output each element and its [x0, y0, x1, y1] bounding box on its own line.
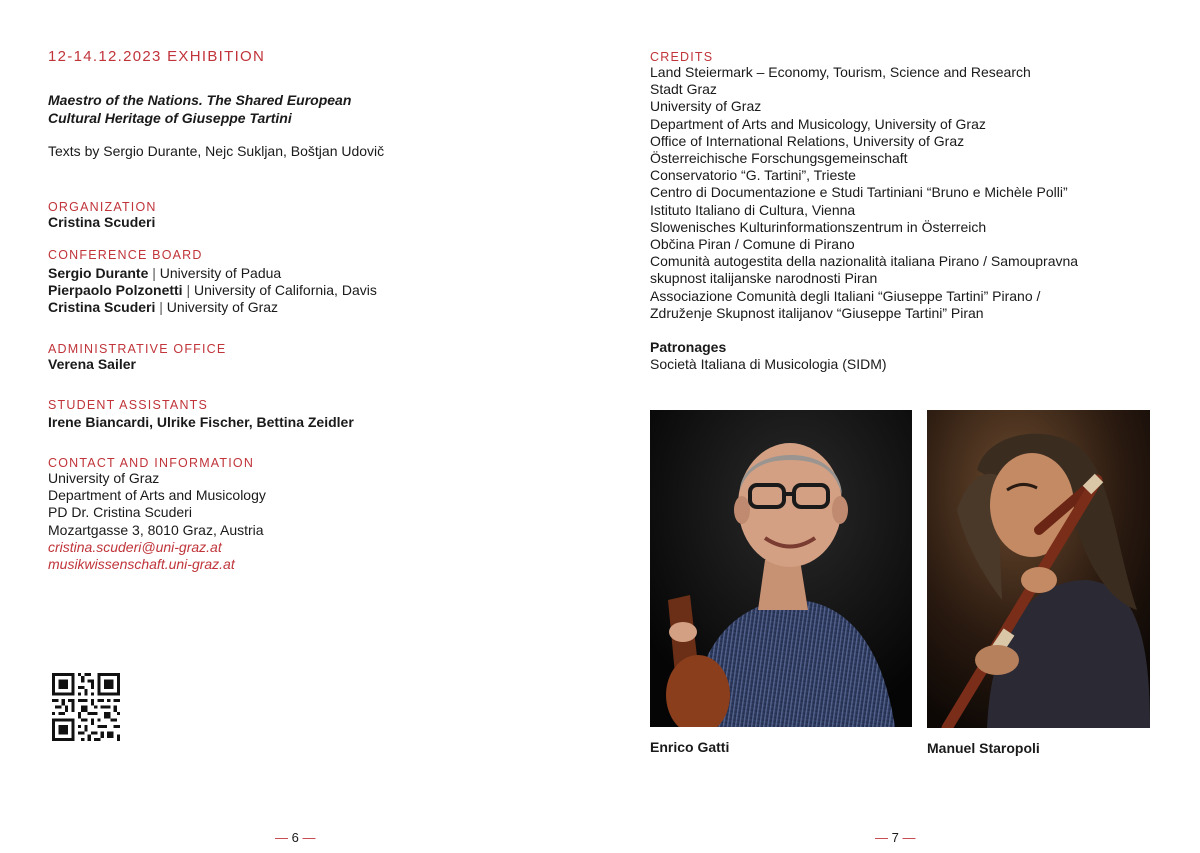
page-number-value: 6	[291, 830, 299, 845]
credit-item: Land Steiermark – Economy, Tourism, Science and Research	[650, 64, 1031, 80]
flutist-portrait-illustration	[927, 410, 1150, 728]
page-number-6: — 6 —	[275, 830, 316, 845]
contact-email-link[interactable]: cristina.scuderi@uni-graz.at	[48, 538, 222, 555]
credit-item: University of Graz	[650, 98, 762, 115]
contact-line: Mozartgasse 3, 8010 Graz, Austria	[48, 521, 264, 538]
board-member-name: Pierpaolo Polzonetti	[48, 282, 183, 299]
student-assistants-heading: STUDENT ASSISTANTS	[48, 398, 209, 412]
credit-item: Office of International Relations, University of Graz	[650, 132, 965, 149]
credits-list	[650, 64, 1170, 322]
credit-item: Österreichische Forschungsgemeinschaft	[650, 150, 908, 167]
exhibition-title-line-1: Maestro of the Nations. The Shared European	[48, 92, 352, 108]
credit-item: Občina Piran / Comune di Pirano	[650, 236, 855, 253]
credit-item: Istituto Italiano di Cultura, Vienna	[650, 201, 856, 218]
credits-heading: CREDITS	[650, 50, 714, 64]
credit-item: Conservatorio “G. Tartini”, Trieste	[650, 167, 856, 184]
credit-item: Slowenisches Kulturinformationszentrum in Österreich	[650, 218, 987, 235]
credit-item: Stadt Graz	[650, 81, 717, 98]
exhibition-title-line-2: Cultural Heritage of Giuseppe Tartini	[48, 110, 292, 126]
photo-caption-manuel-staropoli: Manuel Staropoli	[927, 740, 1040, 756]
conference-board-heading: CONFERENCE BOARD	[48, 248, 203, 262]
administrative-office-section	[48, 342, 226, 373]
administrative-office-heading: ADMINISTRATIVE OFFICE	[48, 342, 227, 356]
contact-line: University of Graz	[48, 470, 160, 486]
credit-item: Združenje Skupnost italijanov “Giuseppe Tartini” Piran	[650, 304, 984, 321]
board-member: Sergio Durante | University of Padua	[48, 265, 282, 281]
credit-item: Department of Arts and Musicology, University of Graz	[650, 115, 986, 132]
credit-item: Comunità autogestita della nazionalità italiana Pirano / Samoupravna	[650, 253, 1079, 270]
organization-heading: ORGANIZATION	[48, 200, 157, 214]
contact-line: PD Dr. Cristina Scuderi	[48, 504, 192, 521]
board-member: Cristina Scuderi | University of Graz	[48, 299, 279, 316]
page-number-7: — 7 —	[875, 830, 916, 845]
contact-heading: CONTACT AND INFORMATION	[48, 456, 255, 470]
administrative-office-name: Verena Sailer	[48, 356, 136, 372]
credit-item: Centro di Documentazione e Studi Tartiniani “Bruno e Michèle Polli”	[650, 184, 1068, 201]
contact-section	[48, 456, 266, 573]
board-member-name: Sergio Durante	[48, 265, 149, 281]
board-member: Pierpaolo Polzonetti | University of California, Davis	[48, 282, 377, 299]
board-member-affiliation: University of Graz	[166, 299, 279, 316]
contact-website-link[interactable]: musikwissenschaft.uni-graz.at	[48, 556, 235, 573]
exhibition-title	[48, 91, 428, 127]
board-member-affiliation: University of California, Davis	[194, 282, 377, 299]
patronages-item: Società Italiana di Musicologia (SIDM)	[650, 356, 887, 373]
exhibition-date-heading: 12-14.12.2023 EXHIBITION	[48, 48, 266, 65]
photo-enrico-gatti	[650, 410, 912, 727]
student-assistants-section	[48, 398, 354, 431]
photo-manuel-staropoli	[927, 410, 1150, 728]
qr-code-icon	[52, 673, 120, 741]
contact-line: Department of Arts and Musicology	[48, 487, 266, 504]
patronages-heading: Patronages	[650, 339, 727, 356]
student-assistants-names: Irene Biancardi, Ulrike Fischer, Bettina Zeidler	[48, 414, 354, 430]
credit-item: Associazione Comunità degli Italiani “Giuseppe Tartini” Pirano /	[650, 287, 1041, 304]
credits-section	[650, 50, 1170, 373]
conference-board-section	[48, 248, 377, 317]
violinist-portrait-illustration	[650, 410, 912, 727]
organization-section	[48, 200, 157, 231]
photo-caption-enrico-gatti: Enrico Gatti	[650, 739, 730, 755]
board-member-affiliation: University of Padua	[159, 265, 282, 281]
credit-item: skupnost italijanske narodnosti Piran	[650, 270, 878, 287]
right-page	[600, 0, 1200, 853]
organization-name: Cristina Scuderi	[48, 214, 156, 230]
board-member-name: Cristina Scuderi	[48, 299, 156, 316]
texts-by: Texts by Sergio Durante, Nejc Sukljan, Boštjan Udovič	[48, 143, 385, 159]
page-number-value: 7	[891, 830, 899, 845]
